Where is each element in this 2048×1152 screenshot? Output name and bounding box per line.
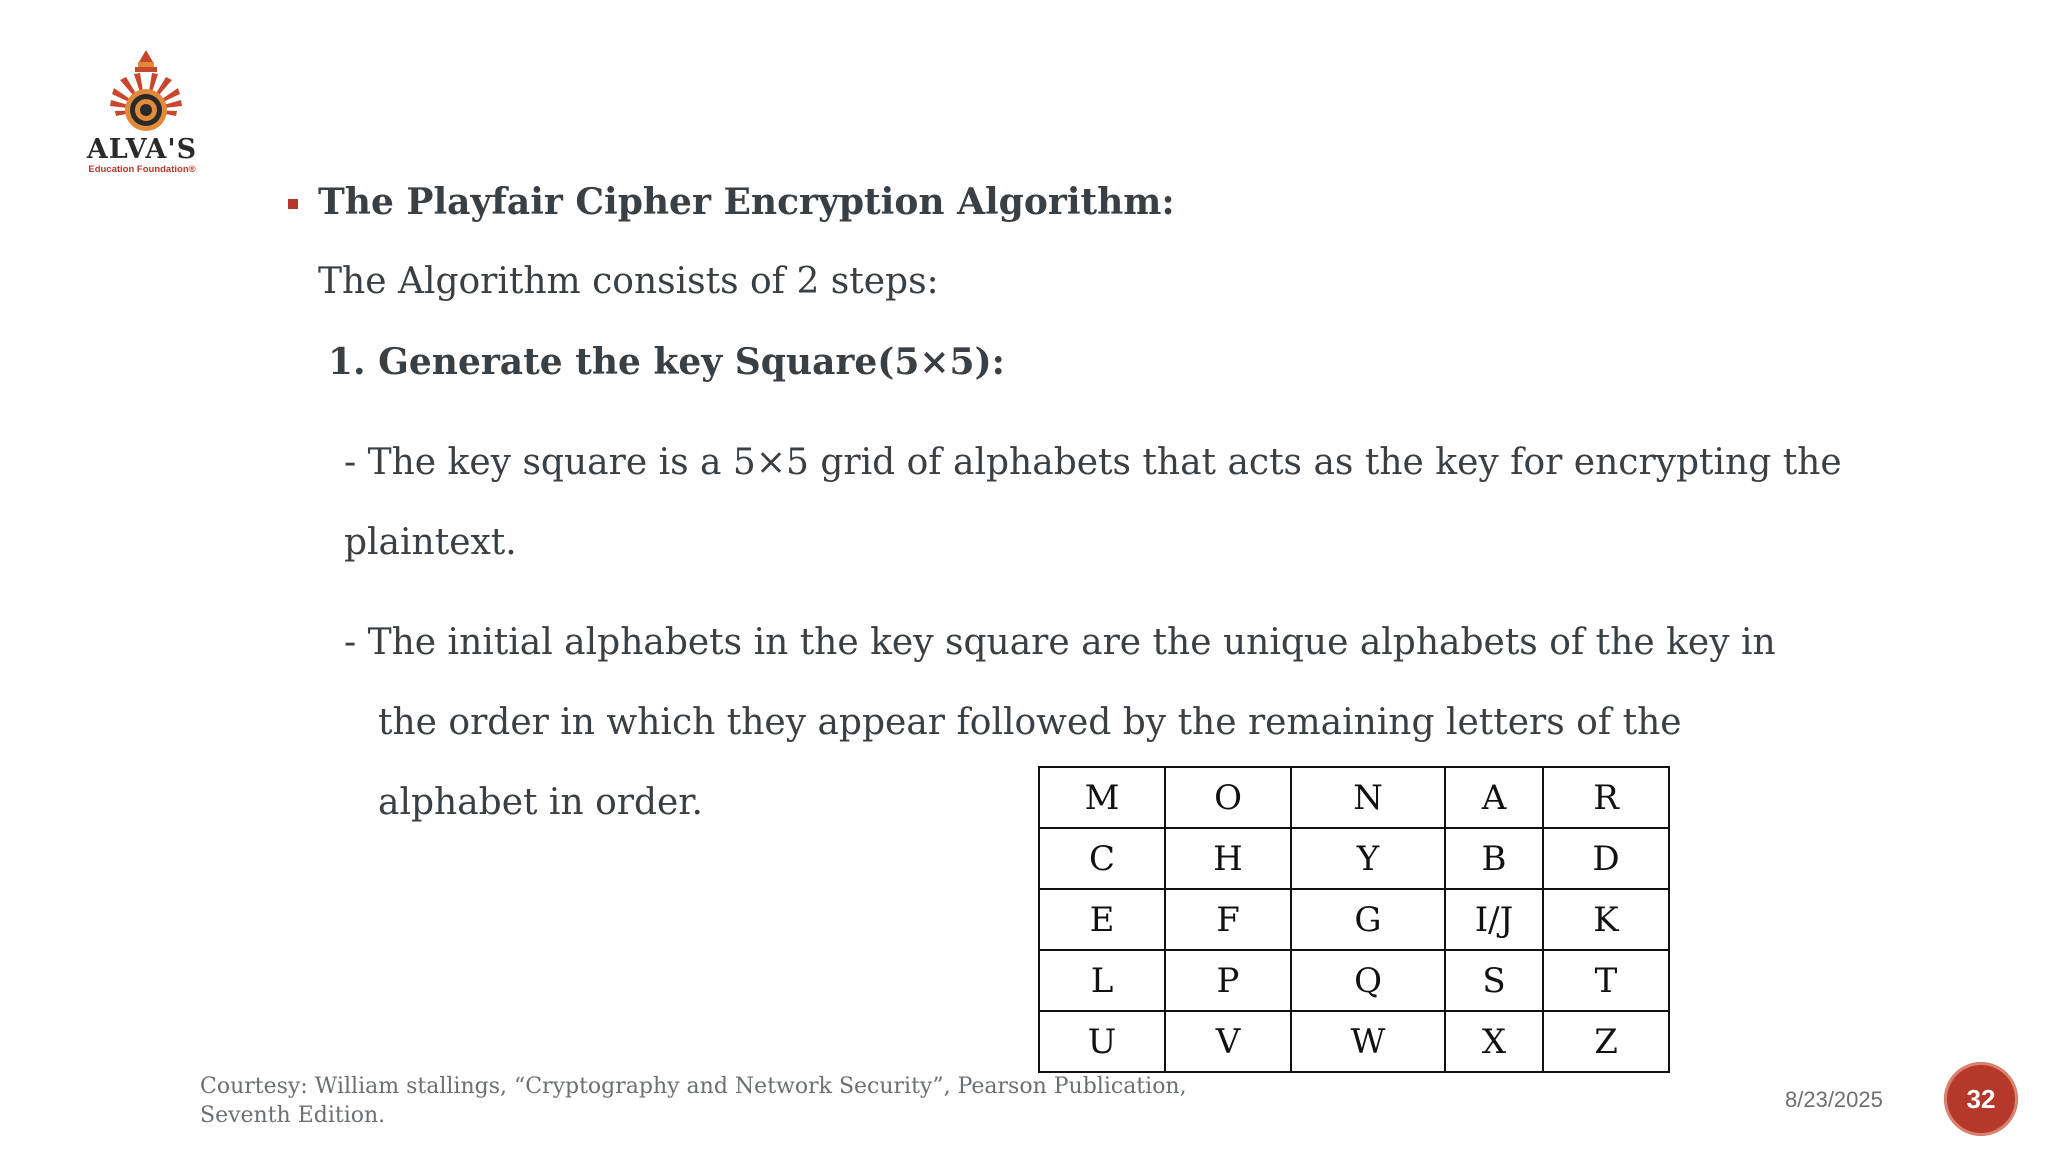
key-square-cell: Q <box>1291 950 1445 1011</box>
key-square-cell: C <box>1039 828 1165 889</box>
alvas-emblem-icon <box>98 48 194 134</box>
key-square-cell: M <box>1039 767 1165 828</box>
key-square-cell: S <box>1445 950 1543 1011</box>
key-square-table <box>1038 766 1670 1073</box>
point-1-line-1: - The key square is a 5×5 grid of alphabets that acts as the key for encrypting the <box>344 442 1842 483</box>
key-square-cell: P <box>1165 950 1291 1011</box>
key-square-cell: H <box>1165 828 1291 889</box>
key-square-cell: F <box>1165 889 1291 950</box>
key-square-cell: I/J <box>1445 889 1543 950</box>
key-square-cell: K <box>1543 889 1669 950</box>
key-square-cell: T <box>1543 950 1669 1011</box>
key-square-cell: A <box>1445 767 1543 828</box>
point-2-line-2: the order in which they appear followed by the remaining letters of the <box>378 702 1682 743</box>
key-square-cell: G <box>1291 889 1445 950</box>
bullet-marker <box>288 199 298 209</box>
logo-subtitle: Education Foundation® <box>88 164 196 175</box>
point-1-line-2: plaintext. <box>344 522 517 563</box>
key-square-cell: N <box>1291 767 1445 828</box>
page-number: 32 <box>1966 1084 1996 1114</box>
key-square-row <box>1039 1011 1669 1072</box>
alvas-logo <box>70 48 220 178</box>
courtesy-line-1: Courtesy: William stallings, “Cryptography and Network Security”, Pearson Publication, <box>200 1074 1187 1099</box>
key-square-cell: O <box>1165 767 1291 828</box>
key-square-cell: U <box>1039 1011 1165 1072</box>
key-square-cell: D <box>1543 828 1669 889</box>
key-square-row <box>1039 828 1669 889</box>
key-square-cell: E <box>1039 889 1165 950</box>
key-square-row <box>1039 950 1669 1011</box>
slide-intro: The Algorithm consists of 2 steps: <box>318 261 939 302</box>
point-2-line-1: - The initial alphabets in the key square are the unique alphabets of the key in <box>344 622 1776 663</box>
slide-heading: The Playfair Cipher Encryption Algorithm: <box>318 181 1175 223</box>
key-square-cell: W <box>1291 1011 1445 1072</box>
key-square-row <box>1039 889 1669 950</box>
logo-wordmark: ALVA'S <box>86 134 198 165</box>
key-square-cell: B <box>1445 828 1543 889</box>
key-square-cell: Y <box>1291 828 1445 889</box>
courtesy-line-2: Seventh Edition. <box>200 1103 386 1128</box>
key-square-cell: R <box>1543 767 1669 828</box>
key-square-cell: V <box>1165 1011 1291 1072</box>
slide-date: 8/23/2025 <box>1785 1087 1883 1112</box>
courtesy-note <box>200 1072 1187 1130</box>
step-1-title: 1. Generate the key Square(5×5): <box>328 341 1005 383</box>
key-square-cell: L <box>1039 950 1165 1011</box>
point-2-line-3: alphabet in order. <box>378 782 704 823</box>
page-number-badge <box>1944 1062 2018 1136</box>
key-square-row <box>1039 767 1669 828</box>
key-square-cell: Z <box>1543 1011 1669 1072</box>
key-square-cell: X <box>1445 1011 1543 1072</box>
